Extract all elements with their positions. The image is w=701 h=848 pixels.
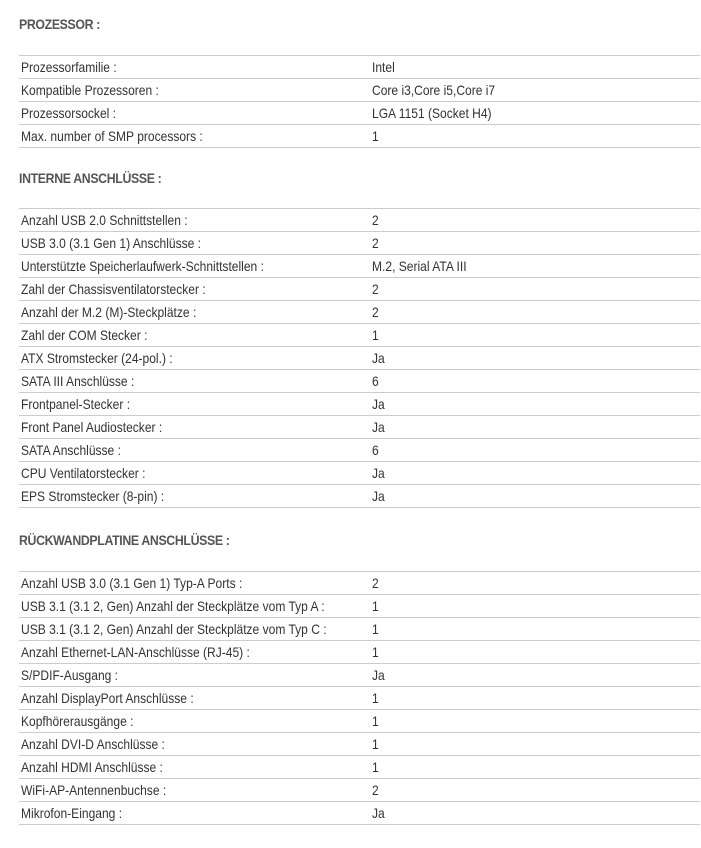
spec-label: Anzahl USB 3.0 (3.1 Gen 1) Typ-A Ports : — [21, 575, 243, 591]
spec-value: Ja — [372, 488, 385, 504]
section-title-rueckwandplatine-anschluesse: RÜCKWANDPLATINE ANSCHLÜSSE : — [19, 532, 230, 548]
spec-label: USB 3.0 (3.1 Gen 1) Anschlüsse : — [21, 235, 202, 251]
spec-label: Zahl der COM Stecker : — [21, 327, 148, 343]
table-row — [19, 324, 700, 347]
spec-value: 2 — [372, 235, 379, 251]
spec-value: 6 — [372, 442, 379, 458]
table-row — [19, 710, 700, 733]
table-row — [19, 125, 700, 148]
table-row — [19, 462, 700, 485]
table-row — [19, 209, 700, 232]
table-row — [19, 641, 700, 664]
spec-label: Front Panel Audiostecker : — [21, 419, 163, 435]
spec-value: Ja — [372, 667, 385, 683]
spec-value: 2 — [372, 782, 379, 798]
spec-value: 1 — [372, 598, 379, 614]
spec-value: 1 — [372, 690, 379, 706]
spec-label: Prozessorsockel : — [21, 105, 117, 121]
section-title-interne-anschluesse: INTERNE ANSCHLÜSSE : — [19, 170, 162, 186]
table-row — [19, 485, 700, 508]
spec-value: M.2, Serial ATA III — [372, 258, 467, 274]
spec-label: WiFi-AP-Antennenbuchse : — [21, 782, 167, 798]
spec-value: 2 — [372, 281, 379, 297]
spec-value: Ja — [372, 350, 385, 366]
spec-label: Unterstützte Speicherlaufwerk-Schnittstellen : — [21, 258, 264, 274]
spec-label: Kopfhörerausgänge : — [21, 713, 134, 729]
spec-table-interne-anschluesse — [19, 208, 700, 508]
table-row — [19, 56, 700, 79]
spec-label: Anzahl DVI-D Anschlüsse : — [21, 736, 165, 752]
spec-value: 1 — [372, 759, 379, 775]
spec-value: Ja — [372, 805, 385, 821]
section-title-prozessor: PROZESSOR : — [19, 16, 101, 32]
spec-value: 1 — [372, 327, 379, 343]
spec-value: LGA 1151 (Socket H4) — [372, 105, 492, 121]
table-row — [19, 572, 700, 595]
spec-value: Ja — [372, 396, 385, 412]
spec-label: USB 3.1 (3.1 2, Gen) Anzahl der Steckplätze vom Typ A : — [21, 598, 325, 614]
table-row — [19, 370, 700, 393]
table-row — [19, 756, 700, 779]
spec-value: 1 — [372, 128, 379, 144]
spec-label: SATA III Anschlüsse : — [21, 373, 135, 389]
spec-label: Mikrofon-Eingang : — [21, 805, 123, 821]
table-row — [19, 802, 700, 825]
spec-label: ATX Stromstecker (24-pol.) : — [21, 350, 173, 366]
table-row — [19, 301, 700, 324]
spec-value: 2 — [372, 304, 379, 320]
table-row — [19, 416, 700, 439]
spec-value: Ja — [372, 419, 385, 435]
table-row — [19, 439, 700, 462]
table-row — [19, 393, 700, 416]
spec-value: Intel — [372, 59, 395, 75]
spec-label: Zahl der Chassisventilatorstecker : — [21, 281, 206, 297]
spec-label: Anzahl HDMI Anschlüsse : — [21, 759, 163, 775]
spec-value: 1 — [372, 736, 379, 752]
spec-value: 2 — [372, 575, 379, 591]
table-row — [19, 687, 700, 710]
spec-value: Core i3,Core i5,Core i7 — [372, 82, 496, 98]
spec-label: Anzahl Ethernet-LAN-Anschlüsse (RJ-45) : — [21, 644, 250, 660]
table-row — [19, 278, 700, 301]
spec-table-rueckwandplatine-anschluesse — [19, 571, 700, 825]
table-row — [19, 255, 700, 278]
spec-label: USB 3.1 (3.1 2, Gen) Anzahl der Steckplätze vom Typ C : — [21, 621, 327, 637]
spec-label: Max. number of SMP processors : — [21, 128, 203, 144]
spec-label: Anzahl USB 2.0 Schnittstellen : — [21, 212, 188, 228]
table-row — [19, 347, 700, 370]
spec-label: CPU Ventilatorstecker : — [21, 465, 146, 481]
table-row — [19, 733, 700, 756]
table-row — [19, 664, 700, 687]
spec-label: Kompatible Prozessoren : — [21, 82, 159, 98]
spec-table-prozessor — [19, 55, 700, 148]
spec-value: Ja — [372, 465, 385, 481]
table-row — [19, 79, 700, 102]
spec-value: 2 — [372, 212, 379, 228]
table-row — [19, 232, 700, 255]
spec-value: 1 — [372, 644, 379, 660]
spec-label: Prozessorfamilie : — [21, 59, 117, 75]
spec-value: 6 — [372, 373, 379, 389]
spec-value: 1 — [372, 713, 379, 729]
spec-label: EPS Stromstecker (8-pin) : — [21, 488, 165, 504]
table-row — [19, 102, 700, 125]
spec-label: S/PDIF-Ausgang : — [21, 667, 119, 683]
table-row — [19, 595, 700, 618]
spec-label: Anzahl DisplayPort Anschlüsse : — [21, 690, 194, 706]
spec-label: SATA Anschlüsse : — [21, 442, 121, 458]
spec-label: Frontpanel-Stecker : — [21, 396, 131, 412]
table-row — [19, 618, 700, 641]
spec-value: 1 — [372, 621, 379, 637]
spec-label: Anzahl der M.2 (M)-Steckplätze : — [21, 304, 197, 320]
table-row — [19, 779, 700, 802]
